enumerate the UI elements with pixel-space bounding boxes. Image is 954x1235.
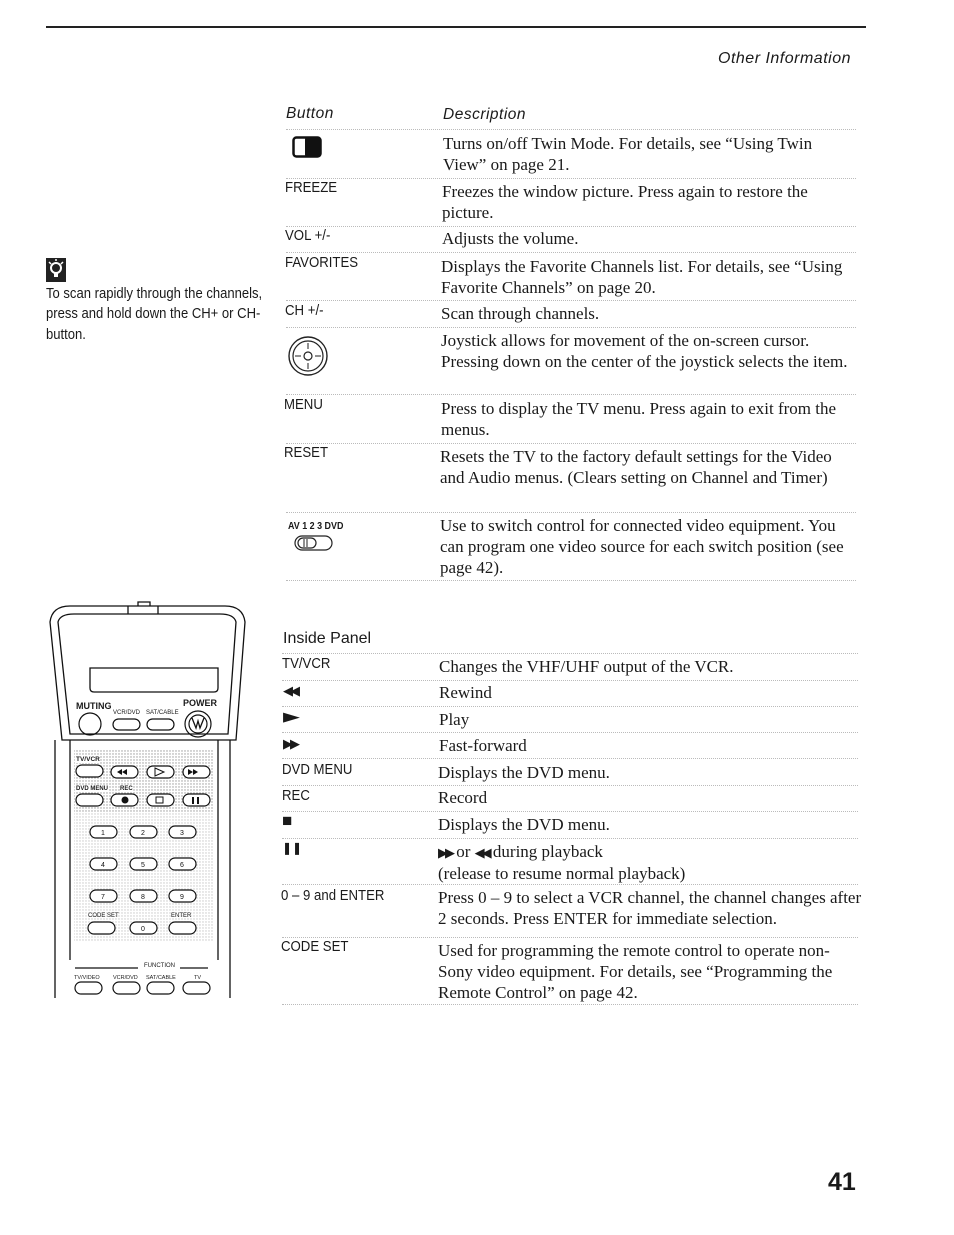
panel-button: CODE SET — [281, 938, 349, 955]
row-divider — [282, 838, 858, 839]
row-divider — [286, 394, 856, 395]
header-button: Button — [286, 105, 334, 122]
panel-description: Play — [439, 710, 470, 729]
top-rule — [46, 26, 866, 28]
row-divider — [286, 443, 856, 444]
row-button: RESET — [284, 444, 329, 461]
row-divider — [286, 226, 856, 227]
remote-label-sat-cable: SAT/CABLE — [146, 710, 179, 716]
row-divider — [282, 811, 858, 812]
svg-text:4: 4 — [101, 862, 105, 869]
remote-label-code-set: CODE SET — [88, 913, 119, 919]
panel-description: Record — [438, 788, 488, 807]
svg-text:3: 3 — [180, 830, 184, 837]
remote-label-muting: MUTING — [76, 701, 112, 711]
remote-label-rec: REC — [120, 786, 133, 792]
row-divider — [286, 327, 856, 328]
rewind-icon: ◀◀ — [283, 683, 297, 698]
panel-description: Changes the VHF/UHF output of the VCR. — [439, 657, 734, 676]
remote-label-tv-vcr: TV/VCR — [76, 756, 100, 763]
svg-text:2: 2 — [141, 830, 145, 837]
row-divider — [286, 129, 856, 130]
row-button: FAVORITES — [285, 254, 359, 271]
row-divider — [282, 1004, 858, 1005]
remote-label-func-tv: TV — [194, 975, 202, 981]
row-description: Turns on/off Twin Mode. For details, see “Using Twin View” on page 21. — [443, 134, 813, 174]
svg-text:5: 5 — [141, 862, 145, 869]
inside-panel-heading: Inside Panel — [283, 630, 372, 647]
svg-text:0: 0 — [141, 926, 145, 933]
row-divider — [282, 884, 858, 885]
row-divider — [286, 178, 856, 179]
page-number: 41 — [828, 1168, 856, 1196]
remote-control-illustration — [40, 600, 250, 1002]
panel-description: Displays the DVD menu. — [438, 763, 610, 782]
panel-button: TV/VCR — [282, 655, 331, 672]
row-description: Joystick allows for movement of the on-screen cursor. Pressing down on the center of the joystick selects the item. — [441, 331, 848, 371]
twin-view-icon — [292, 136, 324, 163]
row-divider — [286, 580, 856, 581]
row-description: Scan through channels. — [441, 304, 600, 323]
header-description: Description — [443, 106, 527, 123]
panel-description: ▶▶ or ◀◀ during playback (release to resume normal playback) — [438, 842, 686, 883]
row-divider — [282, 732, 858, 733]
svg-text:8: 8 — [141, 894, 145, 901]
row-divider — [286, 252, 856, 253]
remote-label-tv-video: TV/VIDEO — [74, 975, 100, 981]
panel-description: Used for programming the remote control to operate non-Sony video equipment. For details, see “Programming the Remote Control” on page 42. — [438, 941, 833, 1002]
row-description: Press to display the TV menu. Press again to exit from the menus. — [441, 399, 837, 439]
row-description: Resets the TV to the factory default settings for the Video and Audio menus. (Clears setting on Channel and Timer) — [440, 447, 832, 487]
lightbulb-tip-icon — [46, 258, 66, 282]
remote-label-func-vcr-dvd: VCR/DVD — [113, 975, 138, 981]
tip-text: To scan rapidly through the channels, press and hold down the CH+ or CH- button. — [46, 284, 263, 343]
panel-description: Rewind — [439, 683, 492, 702]
svg-text:7: 7 — [101, 894, 105, 901]
row-button: VOL +/- — [285, 227, 331, 244]
row-divider — [282, 785, 858, 786]
panel-description: Press 0 – 9 to select a VCR channel, the channel changes after 2 seconds. Press ENTER for immediate selection. — [438, 888, 862, 928]
row-divider — [286, 300, 856, 301]
row-description: Displays the Favorite Channels list. For details, see “Using Favorite Channels” on page 20. — [441, 257, 843, 297]
row-button: CH +/- — [285, 302, 324, 319]
svg-text:1: 1 — [101, 830, 105, 837]
pause-icon: ❚❚ — [282, 841, 303, 855]
av-switch-icon — [294, 534, 334, 557]
row-button: AV 1 2 3 DVD — [288, 520, 344, 532]
play-icon: ▶ — [283, 709, 300, 724]
row-divider — [282, 653, 858, 654]
panel-button: 0 – 9 and ENTER — [281, 887, 385, 904]
rewind-icon: ◀◀ — [474, 845, 489, 860]
row-divider — [282, 706, 858, 707]
joystick-icon — [287, 335, 329, 382]
row-divider — [286, 512, 856, 513]
fast-forward-icon: ▶▶ — [283, 736, 297, 751]
remote-label-enter: ENTER — [171, 913, 192, 919]
row-description: Use to switch control for connected video equipment. You can program one video source for each switch position (see page 42). — [440, 516, 844, 577]
row-divider — [282, 758, 858, 759]
stop-icon: ■ — [282, 811, 293, 830]
tip-note — [46, 258, 276, 345]
section-title: Other Information — [718, 50, 851, 67]
svg-text:9: 9 — [180, 894, 184, 901]
row-button: FREEZE — [285, 179, 338, 196]
panel-description: Fast-forward — [439, 736, 527, 755]
row-description: Adjusts the volume. — [442, 229, 579, 248]
svg-text:6: 6 — [180, 862, 184, 869]
row-description: Freezes the window picture. Press again to restore the picture. — [442, 182, 808, 222]
row-divider — [282, 680, 858, 681]
remote-label-function: FUNCTION — [144, 963, 175, 969]
panel-description: Displays the DVD menu. — [438, 815, 610, 834]
remote-label-func-sat-cable: SAT/CABLE — [146, 975, 176, 981]
remote-label-dvd-menu: DVD MENU — [76, 786, 109, 792]
row-button: MENU — [284, 396, 323, 413]
panel-button: REC — [282, 787, 310, 804]
row-divider — [282, 937, 858, 938]
panel-button: DVD MENU — [282, 761, 353, 778]
fast-forward-icon: ▶▶ — [438, 845, 452, 860]
remote-label-vcr-dvd: VCR/DVD — [113, 710, 141, 716]
remote-label-power: POWER — [183, 698, 218, 708]
